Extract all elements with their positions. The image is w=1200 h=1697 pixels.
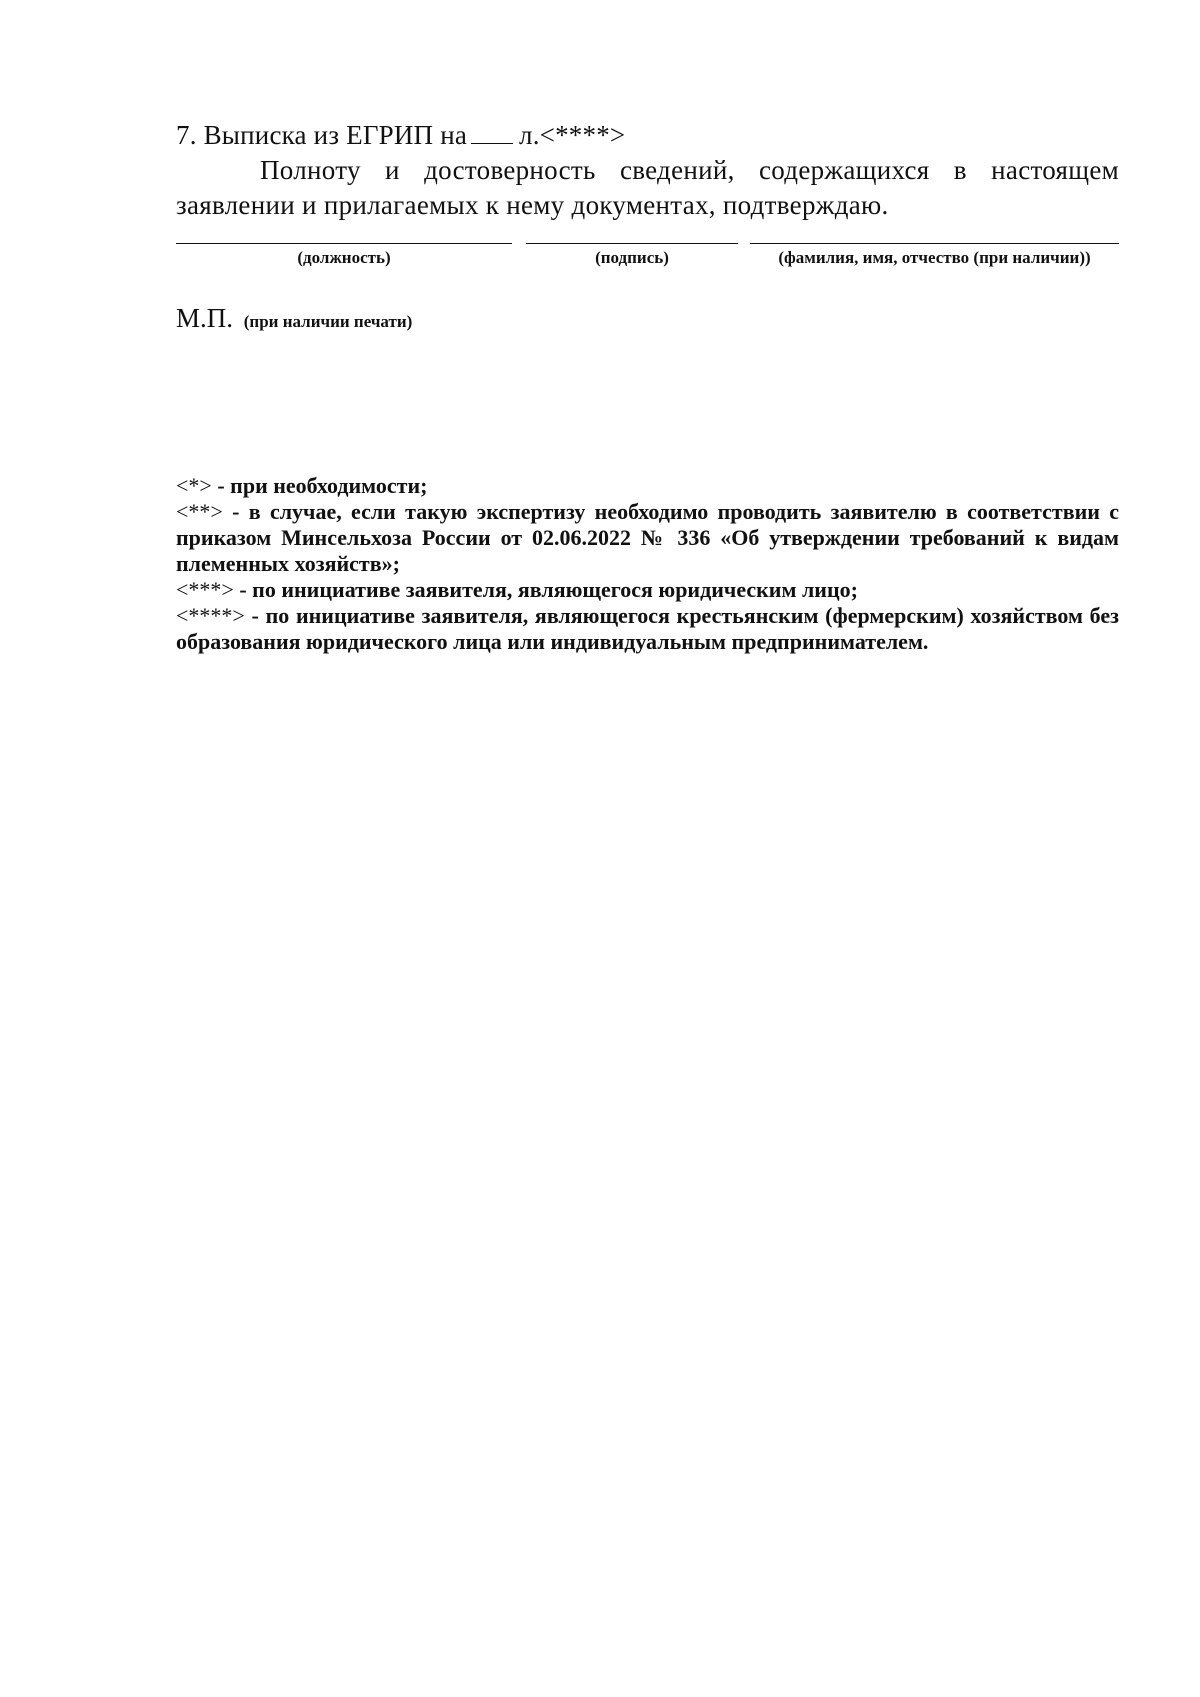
confirmation-statement: Полноту и достоверность сведений, содержащихся в настоящем заявлении и прилагаемых к нему документах, подтверждаю. bbox=[176, 155, 1119, 220]
footnote-text: - по инициативе заявителя, являющегося юридическим лицо; bbox=[233, 577, 858, 602]
item-7-prefix: 7. Выписка из ЕГРИП на bbox=[176, 120, 468, 150]
full-name-line bbox=[750, 243, 1119, 244]
signature-row bbox=[176, 243, 1119, 283]
signature-line bbox=[526, 243, 738, 244]
footnotes bbox=[176, 473, 1119, 655]
footnote-4 bbox=[176, 603, 1119, 655]
footnote-text: - по инициативе заявителя, являющегося крестьянским (фермерским) хозяйством без образования юридического лица или индивидуальным предпринимателем. bbox=[176, 603, 1119, 654]
full-name-field bbox=[750, 243, 1119, 268]
stamp-place bbox=[176, 303, 412, 334]
footnote-mark: <**> bbox=[176, 499, 223, 524]
position-line bbox=[176, 243, 512, 244]
footnote-1 bbox=[176, 473, 1119, 499]
footnote-mark: <****> bbox=[176, 603, 245, 628]
signature-field bbox=[526, 243, 738, 268]
footnote-text: - при необходимости; bbox=[211, 473, 428, 498]
full-name-label: (фамилия, имя, отчество (при наличии)) bbox=[778, 248, 1091, 267]
stamp-note: (при наличии печати) bbox=[243, 312, 413, 331]
item-7-egrip-extract bbox=[176, 120, 625, 151]
footnote-3 bbox=[176, 577, 1119, 603]
sheet-count-blank bbox=[471, 123, 513, 144]
position-label: (должность) bbox=[297, 248, 391, 267]
footnote-mark: <*> bbox=[176, 473, 212, 498]
item-7-suffix: л.<****> bbox=[519, 120, 626, 150]
footnote-text: - в случае, если такую экспертизу необходимо проводить заявителю в соответствии с приказом Минсельхоза России от 02.06.2022 № 336 «Об утверждении требований к видам племенных хозяйств»; bbox=[176, 499, 1119, 576]
footnote-mark: <***> bbox=[176, 577, 234, 602]
signature-label: (подпись) bbox=[595, 248, 669, 267]
footnote-2 bbox=[176, 499, 1119, 577]
stamp-label: М.П. bbox=[176, 303, 234, 333]
position-field bbox=[176, 243, 512, 268]
